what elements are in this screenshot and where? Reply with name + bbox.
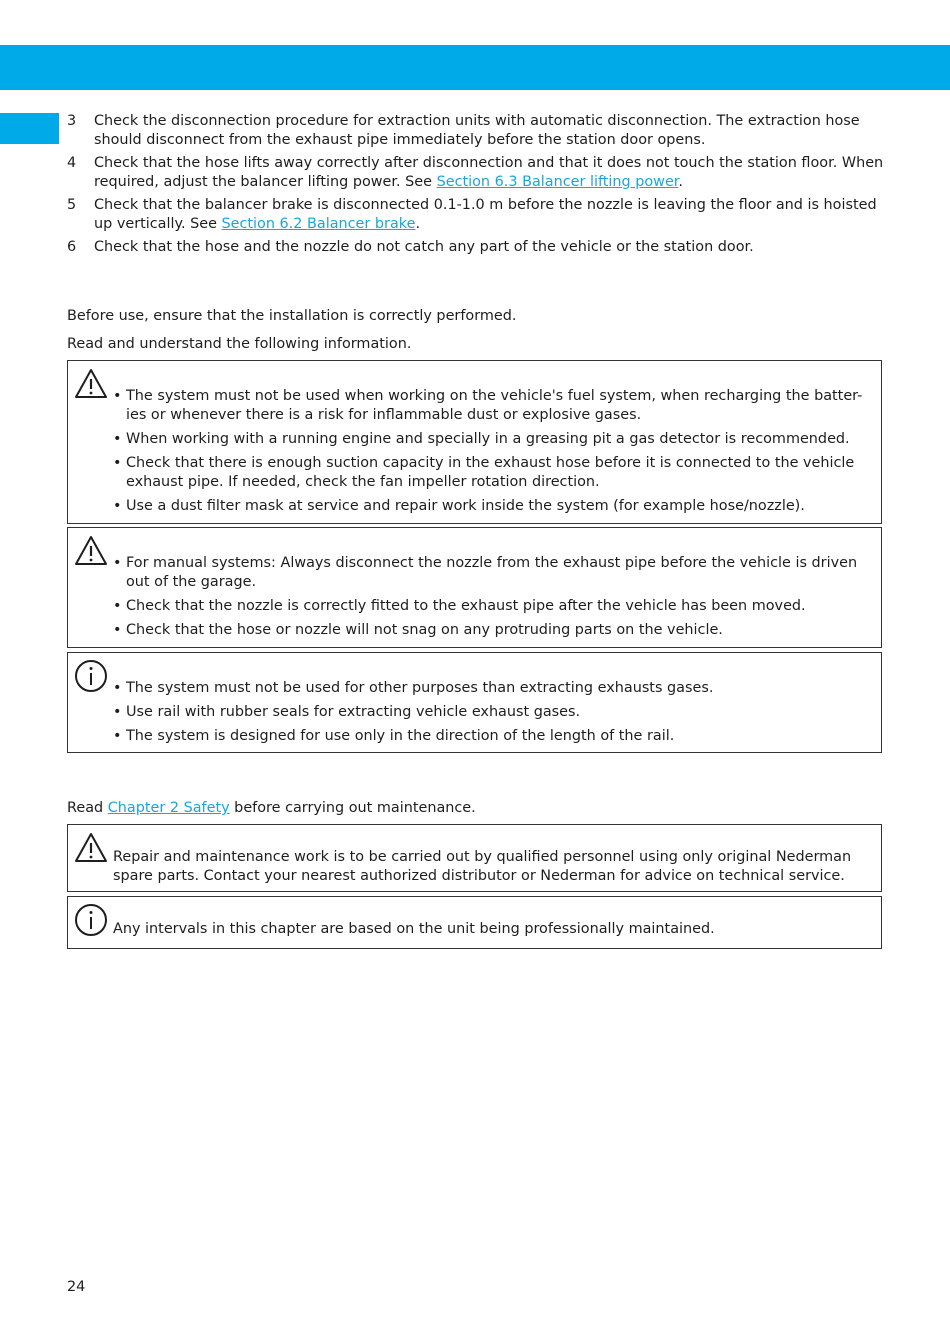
maintenance-intro bbox=[67, 799, 476, 818]
warning-content bbox=[68, 361, 881, 516]
info-list bbox=[113, 679, 867, 746]
list-item: • Check that there is enough suction capacity in the exhaust hose before it is connected to the vehicle exhaust pipe. If needed, check the fan impeller rotation direction. bbox=[113, 454, 867, 492]
info-content bbox=[68, 653, 881, 746]
list-item: • The system is designed for use only in the direction of the length of the rail. bbox=[113, 727, 867, 746]
intro-line-2: Read and understand the following information. bbox=[67, 336, 412, 352]
info-text: Any intervals in this chapter are based on the unit being professionally maintained. bbox=[113, 921, 715, 937]
warning-box bbox=[67, 824, 882, 892]
chapter-side-tab bbox=[0, 113, 59, 144]
warning-triangle-icon bbox=[74, 367, 108, 401]
step-text bbox=[94, 196, 887, 234]
warning-triangle-icon bbox=[74, 534, 108, 568]
step-text: Check that the hose and the nozzle do not catch any part of the vehicle or the station door. bbox=[94, 239, 754, 255]
section-6-2-link[interactable]: Section 6.2 Balancer brake bbox=[221, 216, 416, 232]
step-text: Check the disconnection procedure for extraction units with automatic disconnection. The extraction hose should disconnect from the exhaust pipe immediately before the station door opens. bbox=[94, 113, 860, 148]
step-number: 3 bbox=[67, 113, 77, 129]
list-item: • Use a dust filter mask at service and repair work inside the system (for example hose/nozzle). bbox=[113, 497, 867, 516]
step-number: 4 bbox=[67, 155, 77, 171]
step-text-body: Check that the hose lifts away correctly after disconnection and that it does not touch the station floor. When required, adjust the balancer lifting power. See bbox=[94, 155, 884, 190]
maintenance-intro-start: Read bbox=[67, 800, 108, 816]
step-item bbox=[67, 238, 887, 257]
step-text-end: . bbox=[678, 174, 683, 190]
info-box bbox=[67, 652, 882, 753]
info-circle-icon bbox=[74, 903, 108, 937]
warning-content bbox=[68, 825, 881, 886]
list-item: • When working with a running engine and specially in a greasing pit a gas detector is recommended. bbox=[113, 430, 867, 449]
step-number: 6 bbox=[67, 239, 77, 255]
info-box bbox=[67, 896, 882, 949]
step-list bbox=[67, 112, 887, 261]
step-item bbox=[67, 112, 887, 150]
warning-box bbox=[67, 360, 882, 524]
list-item: • The system must not be used for other purposes than extracting exhausts gases. bbox=[113, 679, 867, 698]
page-number: 24 bbox=[67, 1279, 86, 1295]
step-item bbox=[67, 196, 887, 234]
chapter-2-safety-link[interactable]: Chapter 2 Safety bbox=[107, 800, 230, 816]
step-text-end: . bbox=[415, 216, 421, 232]
warning-list bbox=[113, 554, 867, 640]
header-band bbox=[0, 45, 950, 90]
step-item bbox=[67, 154, 887, 192]
maintenance-intro-end: before carrying out maintenance. bbox=[229, 800, 476, 816]
list-item: • Check that the nozzle is correctly fitted to the exhaust pipe after the vehicle has been moved. bbox=[113, 597, 867, 616]
warning-list bbox=[113, 387, 867, 516]
warning-triangle-icon bbox=[74, 831, 108, 865]
warning-text: Repair and maintenance work is to be carried out by qualified personnel using only original Nederman spare parts. Contact your nearest authorized distributor or Nederman for advice on technical service. bbox=[113, 849, 852, 884]
list-item: • The system must not be used when working on the vehicle's fuel system, when recharging the batter-ies or whenever there is a risk for inflammable dust or explosive gases. bbox=[113, 387, 867, 425]
list-item: • Check that the hose or nozzle will not snag on any protruding parts on the vehicle. bbox=[113, 621, 867, 640]
step-text-body: Check that the balancer brake is disconnected 0.1-1.0 m before the nozzle is leaving the floor and is hoisted up vertically. See bbox=[94, 197, 877, 232]
info-content bbox=[68, 897, 881, 939]
section-6-3-link[interactable]: Section 6.3 Balancer lifting power bbox=[436, 174, 679, 190]
list-item: • Use rail with rubber seals for extracting vehicle exhaust gases. bbox=[113, 703, 867, 722]
warning-content bbox=[68, 528, 881, 640]
warning-box bbox=[67, 527, 882, 648]
info-circle-icon bbox=[74, 659, 108, 693]
list-item: • For manual systems: Always disconnect the nozzle from the exhaust pipe before the vehicle is driven out of the garage. bbox=[113, 554, 867, 592]
step-text bbox=[94, 154, 887, 192]
intro-line-1: Before use, ensure that the installation is correctly performed. bbox=[67, 308, 517, 324]
step-number: 5 bbox=[67, 197, 77, 213]
